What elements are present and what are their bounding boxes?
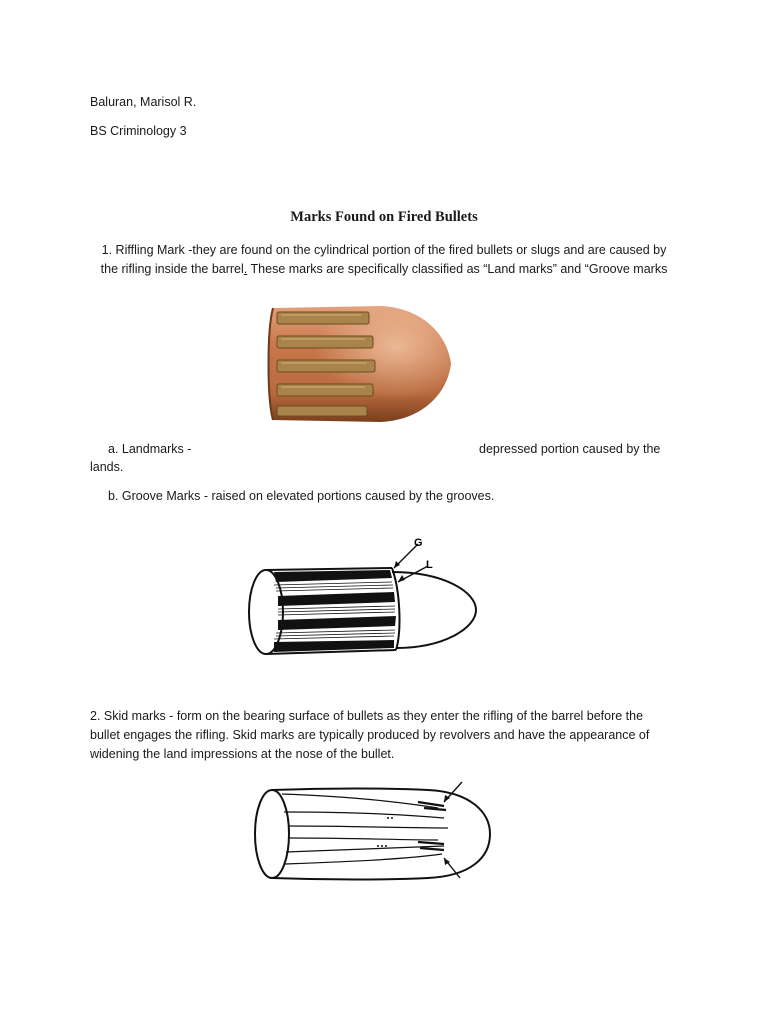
skid-line-2: bullet engages the rifling. Skid marks are typically produced by revolvers and have the appearance of [90,728,650,742]
land-groove-diagram [244,530,480,656]
course-label: BS Criminology 3 [90,124,187,138]
copper-bullet-photo [261,298,455,430]
landmarks-description: depressed portion caused by the [479,442,661,456]
groove-marks-text: b. Groove Marks - raised on elevated portions caused by the grooves. [108,489,495,503]
landmarks-label: a. Landmarks - [108,442,192,456]
riffling-line-2: the rifling inside the barrel. These marks are specifically classified as “Land marks” and “Groove marks [100,262,668,276]
riffling-paragraph [60,241,708,279]
landmarks-continuation: lands. [90,460,124,474]
label-l: L [426,559,433,571]
skid-line-3: widening the land impressions at the nose of the bullet. [90,747,395,761]
author-name: Baluran, Marisol R. [90,95,197,109]
page-title: Marks Found on Fired Bullets [290,209,478,225]
skid-line-1: 2. Skid marks - form on the bearing surface of bullets as they enter the rifling of the barrel before the [90,709,644,723]
label-g: G [414,537,423,549]
skid-marks-paragraph [90,707,690,764]
riffling-line-1: 1. Riffling Mark -they are found on the cylindrical portion of the fired bullets or slugs and are caused by [101,243,667,257]
skid-marks-diagram [248,778,494,884]
